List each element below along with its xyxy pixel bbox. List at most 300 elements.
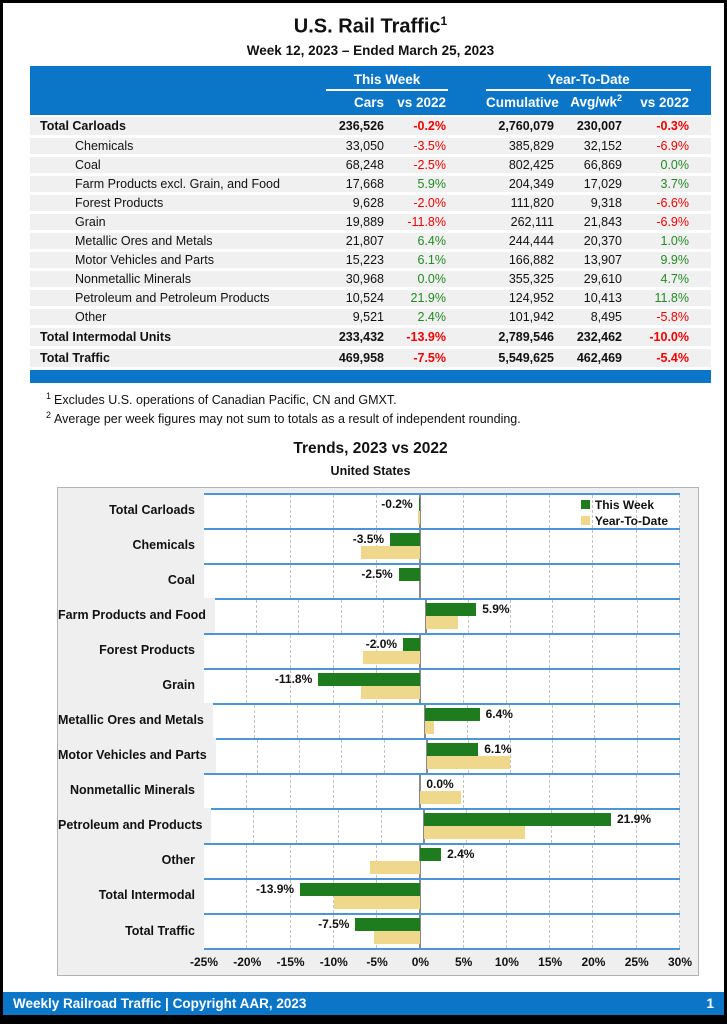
gridline bbox=[636, 635, 637, 668]
bar-value-label: 5.9% bbox=[482, 601, 510, 616]
column-header-cumulative: Cumulative bbox=[486, 94, 559, 110]
x-tick-label: -5% bbox=[366, 954, 388, 969]
bar-value-label: 2.4% bbox=[447, 846, 475, 861]
chart-subtitle: United States bbox=[330, 463, 411, 478]
x-axis-labels bbox=[189, 950, 693, 975]
gridline bbox=[549, 775, 550, 808]
cell-commodity-label: Forest Products bbox=[75, 195, 164, 210]
gridline bbox=[592, 670, 593, 703]
gridline bbox=[636, 845, 637, 878]
bar-value-label: -2.5% bbox=[361, 566, 393, 581]
bar-this-week bbox=[399, 568, 421, 581]
chart-row-plot bbox=[204, 913, 680, 950]
cell-this-week-vs-2022: -7.5% bbox=[413, 350, 446, 365]
rail-traffic-table bbox=[30, 66, 711, 383]
avg-wk-footnote-marker: 2 bbox=[616, 93, 622, 104]
cell-avg-wk: 8,495 bbox=[590, 309, 622, 324]
gridline bbox=[592, 775, 593, 808]
gridline bbox=[246, 880, 247, 913]
chart-row-plot bbox=[204, 563, 680, 598]
gridline bbox=[333, 845, 334, 878]
gridline bbox=[506, 915, 507, 948]
x-tick-label: 25% bbox=[624, 954, 649, 969]
cell-cars: 9,521 bbox=[352, 309, 384, 324]
chart-row bbox=[58, 808, 698, 843]
cell-this-week-vs-2022: -11.8% bbox=[407, 214, 446, 229]
bar-this-week bbox=[419, 498, 421, 511]
x-tick-label: 5% bbox=[454, 954, 473, 969]
gridline bbox=[636, 915, 637, 948]
cell-cumulative: 2,760,079 bbox=[498, 118, 554, 133]
cell-commodity-label: Grain bbox=[75, 214, 106, 229]
gridline bbox=[679, 810, 680, 843]
gridline bbox=[296, 810, 297, 843]
bar-year-to-date bbox=[374, 931, 421, 944]
cell-this-week-vs-2022: 6.4% bbox=[417, 233, 446, 248]
gridline bbox=[333, 530, 334, 563]
legend-label-this-week: This Week bbox=[594, 497, 654, 512]
gridline bbox=[290, 845, 291, 878]
gridline bbox=[679, 600, 680, 633]
bar-value-label: 21.9% bbox=[617, 811, 652, 826]
cell-this-week-vs-2022: 0.0% bbox=[417, 271, 446, 286]
cell-ytd-vs-2022: -10.0% bbox=[649, 329, 689, 344]
gridline bbox=[246, 775, 247, 808]
chart-row bbox=[58, 878, 698, 913]
bar-year-to-date bbox=[361, 546, 421, 559]
cell-cars: 469,958 bbox=[338, 350, 384, 365]
cell-cumulative: 111,820 bbox=[510, 195, 554, 210]
footnote-2 bbox=[46, 410, 711, 426]
x-tick-label: -20% bbox=[233, 954, 262, 969]
gridline bbox=[636, 880, 637, 913]
cell-ytd-vs-2022: -6.6% bbox=[656, 195, 689, 210]
bar-year-to-date bbox=[426, 616, 457, 629]
table-bottom-bar bbox=[30, 370, 711, 383]
table-row bbox=[30, 271, 711, 287]
gridline bbox=[333, 495, 334, 528]
gridline bbox=[463, 495, 464, 528]
gridline bbox=[636, 775, 637, 808]
gridline bbox=[506, 495, 507, 528]
bar-value-label: 6.1% bbox=[484, 741, 512, 756]
cell-this-week-vs-2022: -3.5% bbox=[413, 138, 446, 153]
gridline bbox=[290, 495, 291, 528]
cell-commodity-label: Coal bbox=[75, 157, 101, 172]
gridline bbox=[594, 705, 595, 738]
bar-this-week bbox=[300, 883, 420, 896]
gridline bbox=[506, 670, 507, 703]
footer-bar bbox=[3, 992, 724, 1015]
chart-category-label: Farm Products and Food bbox=[58, 608, 206, 623]
cell-this-week-vs-2022: 6.1% bbox=[417, 252, 446, 267]
chart-row-plot bbox=[216, 738, 680, 773]
gridline bbox=[594, 600, 595, 633]
cell-ytd-vs-2022: -6.9% bbox=[656, 138, 689, 153]
x-tick-label: 30% bbox=[667, 954, 693, 969]
cell-ytd-vs-2022: 3.7% bbox=[660, 176, 689, 191]
gridline bbox=[637, 600, 638, 633]
cell-ytd-vs-2022: 0.0% bbox=[660, 157, 689, 172]
bar-value-label: -0.2% bbox=[381, 496, 413, 511]
group-header-year-to-date: Year-To-Date bbox=[486, 72, 691, 91]
bar-this-week bbox=[427, 743, 478, 756]
cell-cumulative: 385,829 bbox=[508, 138, 554, 153]
chart-row bbox=[58, 598, 698, 633]
cell-this-week-vs-2022: 21.9% bbox=[410, 290, 446, 305]
gridline bbox=[549, 845, 550, 878]
cell-cumulative: 244,444 bbox=[508, 233, 554, 248]
gridline bbox=[341, 600, 342, 633]
bar-this-week bbox=[425, 708, 479, 721]
cell-this-week-vs-2022: 5.9% bbox=[417, 176, 446, 191]
cell-ytd-vs-2022: 4.7% bbox=[660, 271, 689, 286]
gridline bbox=[246, 530, 247, 563]
gridline bbox=[506, 880, 507, 913]
gridline bbox=[549, 530, 550, 563]
cell-ytd-vs-2022: 1.0% bbox=[660, 233, 689, 248]
chart-row-plot bbox=[211, 808, 680, 843]
chart-row-plot bbox=[204, 633, 680, 668]
footer-text: Weekly Railroad Traffic | Copyright AAR, 2023 bbox=[13, 996, 307, 1011]
chart-category-label: Metallic Ores and Metals bbox=[58, 713, 204, 728]
gridline bbox=[383, 600, 384, 633]
gridline bbox=[679, 845, 680, 878]
chart-row-plot bbox=[204, 773, 680, 808]
gridline bbox=[506, 775, 507, 808]
cell-ytd-vs-2022: -6.9% bbox=[656, 214, 689, 229]
trends-bar-chart bbox=[57, 487, 699, 976]
chart-row-plot bbox=[204, 878, 680, 913]
table-row bbox=[30, 328, 711, 346]
x-axis-spacer bbox=[58, 950, 204, 975]
chart-category-label: Coal bbox=[167, 573, 195, 588]
gridline bbox=[463, 530, 464, 563]
gridline bbox=[290, 565, 291, 598]
cell-avg-wk: 29,610 bbox=[583, 271, 622, 286]
legend-item-this-week bbox=[581, 497, 668, 513]
gridline bbox=[253, 810, 254, 843]
cell-cars: 33,050 bbox=[345, 138, 384, 153]
column-header-avg-wk bbox=[556, 93, 624, 110]
bar-this-week bbox=[355, 918, 420, 931]
chart-row bbox=[58, 703, 698, 738]
bar-year-to-date bbox=[363, 651, 420, 664]
bar-value-label: 6.4% bbox=[485, 706, 513, 721]
column-header-cars: Cars bbox=[353, 94, 384, 110]
cell-commodity-label: Chemicals bbox=[75, 138, 134, 153]
gridline bbox=[341, 740, 342, 773]
gridline bbox=[549, 880, 550, 913]
gridline bbox=[256, 600, 257, 633]
gridline bbox=[463, 915, 464, 948]
gridline bbox=[679, 530, 680, 563]
x-tick-label: -10% bbox=[319, 954, 348, 969]
cell-avg-wk: 21,843 bbox=[583, 214, 622, 229]
avg-wk-text: Avg/wk bbox=[570, 94, 617, 110]
chart-row bbox=[58, 773, 698, 808]
gridline bbox=[463, 880, 464, 913]
group-header-this-week: This Week bbox=[326, 72, 448, 91]
table-row bbox=[30, 138, 711, 154]
cell-ytd-vs-2022: 11.8% bbox=[654, 290, 689, 305]
gridline bbox=[254, 705, 255, 738]
cell-cumulative: 204,349 bbox=[508, 176, 554, 191]
cell-commodity-label: Total Traffic bbox=[40, 350, 110, 365]
cell-avg-wk: 13,907 bbox=[583, 252, 622, 267]
footnote-1-text: Excludes U.S. operations of Canadian Pacific, CN and GMXT. bbox=[54, 392, 397, 407]
gridline bbox=[506, 565, 507, 598]
cell-cars: 9,628 bbox=[352, 195, 384, 210]
table-row bbox=[30, 309, 711, 325]
cell-this-week-vs-2022: -0.2% bbox=[413, 118, 446, 133]
cell-cumulative: 262,111 bbox=[510, 214, 554, 229]
chart-title: Trends, 2023 vs 2022 bbox=[293, 439, 448, 457]
chart-row bbox=[58, 633, 698, 668]
gridline bbox=[506, 530, 507, 563]
chart-bands bbox=[58, 493, 698, 950]
legend-label-year-to-date: Year-To-Date bbox=[594, 513, 668, 528]
bar-this-week bbox=[390, 533, 420, 546]
chart-row bbox=[58, 738, 698, 773]
bar-this-week bbox=[420, 848, 441, 861]
gridline bbox=[636, 670, 637, 703]
cell-cars: 17,668 bbox=[345, 176, 384, 191]
gridline bbox=[592, 915, 593, 948]
table-row bbox=[30, 252, 711, 268]
chart-x-axis bbox=[58, 950, 698, 975]
bar-this-week bbox=[318, 673, 420, 686]
footnote-1-marker: 1 bbox=[46, 390, 52, 401]
gridline bbox=[246, 635, 247, 668]
bar-year-to-date bbox=[424, 826, 525, 839]
gridline bbox=[592, 845, 593, 878]
chart-row-plot bbox=[204, 528, 680, 563]
table-row bbox=[30, 176, 711, 192]
gridline bbox=[552, 705, 553, 738]
legend-item-year-to-date bbox=[581, 513, 668, 529]
report-content bbox=[3, 3, 724, 992]
cell-commodity-label: Farm Products excl. Grain, and Food bbox=[75, 176, 280, 191]
chart-category-label: Total Intermodal bbox=[98, 888, 195, 903]
cell-cars: 15,223 bbox=[345, 252, 384, 267]
cell-ytd-vs-2022: -5.4% bbox=[656, 350, 689, 365]
cell-this-week-vs-2022: -2.0% bbox=[413, 195, 446, 210]
chart-category-label: Total Carloads bbox=[109, 503, 195, 518]
bar-value-label: -13.9% bbox=[256, 881, 295, 896]
gridline bbox=[339, 705, 340, 738]
chart-category-label: Grain bbox=[162, 678, 195, 693]
gridline bbox=[637, 705, 638, 738]
bar-year-to-date bbox=[425, 721, 433, 734]
bar-value-label: -3.5% bbox=[352, 531, 385, 546]
table-group-header-row bbox=[30, 70, 711, 91]
gridline bbox=[549, 635, 550, 668]
bar-value-label: 0.0% bbox=[426, 776, 454, 791]
chart-category-label: Petroleum and Products bbox=[58, 818, 203, 833]
bar-year-to-date bbox=[334, 896, 421, 909]
cell-commodity-label: Total Intermodal Units bbox=[40, 329, 172, 344]
gridline bbox=[246, 915, 247, 948]
gridline bbox=[463, 565, 464, 598]
footer-page-number: 1 bbox=[706, 996, 714, 1011]
gridline bbox=[382, 705, 383, 738]
gridline bbox=[463, 635, 464, 668]
cell-cars: 233,432 bbox=[338, 329, 384, 344]
gridline bbox=[297, 705, 298, 738]
cell-this-week-vs-2022: -13.9% bbox=[406, 329, 446, 344]
gridline bbox=[384, 740, 385, 773]
cell-cumulative: 166,882 bbox=[508, 252, 554, 267]
chart-row bbox=[58, 913, 698, 950]
cell-cars: 10,524 bbox=[345, 290, 384, 305]
cell-this-week-vs-2022: 2.4% bbox=[417, 309, 446, 324]
gridline bbox=[246, 495, 247, 528]
table-header bbox=[30, 66, 711, 115]
chart-row-plot bbox=[213, 703, 680, 738]
chart-row bbox=[58, 668, 698, 703]
footnote-2-text: Average per week figures may not sum to totals as a result of independent rounding. bbox=[54, 411, 521, 426]
cell-avg-wk: 462,469 bbox=[576, 350, 622, 365]
cell-cumulative: 101,942 bbox=[508, 309, 554, 324]
x-tick-label: -15% bbox=[276, 954, 305, 969]
column-header-this-week-vs-2022: vs 2022 bbox=[397, 94, 446, 110]
bar-year-to-date bbox=[361, 686, 421, 699]
gridline bbox=[637, 740, 638, 773]
chart-row bbox=[58, 843, 698, 878]
gridline bbox=[333, 775, 334, 808]
gridline bbox=[679, 880, 680, 913]
cell-cumulative: 124,952 bbox=[508, 290, 554, 305]
gridline bbox=[257, 740, 258, 773]
gridline bbox=[246, 845, 247, 878]
cell-commodity-label: Nonmetallic Minerals bbox=[75, 271, 192, 286]
gridline bbox=[506, 635, 507, 668]
x-tick-label: 0% bbox=[411, 954, 430, 969]
bar-year-to-date bbox=[427, 756, 511, 769]
cell-avg-wk: 32,152 bbox=[583, 138, 622, 153]
cell-avg-wk: 66,869 bbox=[583, 157, 622, 172]
cell-avg-wk: 9,318 bbox=[590, 195, 622, 210]
gridline bbox=[549, 670, 550, 703]
cell-cars: 30,968 bbox=[345, 271, 384, 286]
cell-this-week-vs-2022: -2.5% bbox=[413, 157, 446, 172]
cell-cars: 19,889 bbox=[345, 214, 384, 229]
gridline bbox=[679, 915, 680, 948]
cell-ytd-vs-2022: 9.9% bbox=[660, 252, 689, 267]
gridline bbox=[549, 495, 550, 528]
gridline bbox=[463, 670, 464, 703]
gridline bbox=[506, 845, 507, 878]
table-row bbox=[30, 349, 711, 367]
chart-category-label: Chemicals bbox=[132, 538, 195, 553]
gridline bbox=[552, 600, 553, 633]
chart-row-plot bbox=[215, 598, 680, 633]
cell-avg-wk: 17,029 bbox=[583, 176, 622, 191]
chart-row bbox=[58, 563, 698, 598]
gridline bbox=[376, 775, 377, 808]
bar-value-label: -7.5% bbox=[318, 916, 350, 931]
cell-ytd-vs-2022: -0.3% bbox=[656, 118, 689, 133]
chart-row-plot bbox=[204, 843, 680, 878]
table-row bbox=[30, 214, 711, 230]
chart-category-label: Nonmetallic Minerals bbox=[69, 783, 195, 798]
cell-avg-wk: 20,370 bbox=[583, 233, 622, 248]
x-tick-label: -25% bbox=[189, 954, 219, 969]
gridline bbox=[592, 635, 593, 668]
page-title bbox=[30, 14, 711, 39]
chart-row bbox=[58, 528, 698, 563]
gridline bbox=[595, 740, 596, 773]
chart-category-label: Other bbox=[161, 853, 195, 868]
cell-avg-wk: 230,007 bbox=[576, 118, 622, 133]
gridline bbox=[338, 810, 339, 843]
legend-swatch-year-to-date bbox=[581, 516, 590, 525]
cell-avg-wk: 10,413 bbox=[583, 290, 622, 305]
gridline bbox=[636, 530, 637, 563]
gridline bbox=[549, 915, 550, 948]
chart-category-label: Forest Products bbox=[99, 643, 195, 658]
cell-cars: 21,807 bbox=[345, 233, 384, 248]
gridline bbox=[333, 565, 334, 598]
x-tick-label: 20% bbox=[581, 954, 606, 969]
gridline bbox=[592, 880, 593, 913]
gridline bbox=[592, 565, 593, 598]
cell-cumulative: 355,325 bbox=[508, 271, 554, 286]
table-row bbox=[30, 195, 711, 211]
chart-category-label: Total Traffic bbox=[125, 924, 195, 939]
chart-category-label: Motor Vehicles and Parts bbox=[58, 748, 207, 763]
x-tick-label: 10% bbox=[494, 954, 519, 969]
cell-ytd-vs-2022: -5.8% bbox=[656, 309, 689, 324]
legend-swatch-this-week bbox=[581, 500, 590, 509]
table-column-header-row bbox=[30, 91, 711, 110]
bar-year-to-date bbox=[418, 511, 421, 524]
gridline bbox=[381, 810, 382, 843]
page-subtitle: Week 12, 2023 – Ended March 25, 2023 bbox=[246, 42, 495, 58]
gridline bbox=[679, 495, 680, 528]
cell-commodity-label: Total Carloads bbox=[40, 118, 126, 133]
x-tick-label: 15% bbox=[538, 954, 563, 969]
bar-this-week bbox=[424, 813, 611, 826]
bar-year-to-date bbox=[370, 861, 420, 874]
bar-year-to-date bbox=[420, 791, 461, 804]
gridline bbox=[299, 740, 300, 773]
column-header-ytd-vs-2022: vs 2022 bbox=[640, 94, 689, 110]
cell-avg-wk: 232,462 bbox=[576, 329, 622, 344]
cell-commodity-label: Petroleum and Petroleum Products bbox=[75, 290, 270, 305]
gridline bbox=[290, 775, 291, 808]
bar-this-week bbox=[403, 638, 420, 651]
gridline bbox=[679, 705, 680, 738]
gridline bbox=[290, 635, 291, 668]
cell-commodity-label: Motor Vehicles and Parts bbox=[75, 252, 214, 267]
gridline bbox=[552, 740, 553, 773]
table-body bbox=[30, 117, 711, 367]
gridline bbox=[290, 530, 291, 563]
table-row bbox=[30, 157, 711, 173]
cell-cumulative: 2,789,546 bbox=[498, 329, 554, 344]
gridline bbox=[333, 635, 334, 668]
cell-cars: 236,526 bbox=[338, 118, 384, 133]
gridline bbox=[592, 530, 593, 563]
chart-legend bbox=[581, 497, 668, 529]
bar-value-label: -2.0% bbox=[365, 636, 398, 651]
gridline bbox=[679, 775, 680, 808]
gridline bbox=[246, 565, 247, 598]
cell-cumulative: 5,549,625 bbox=[498, 350, 554, 365]
gridline bbox=[679, 740, 680, 773]
